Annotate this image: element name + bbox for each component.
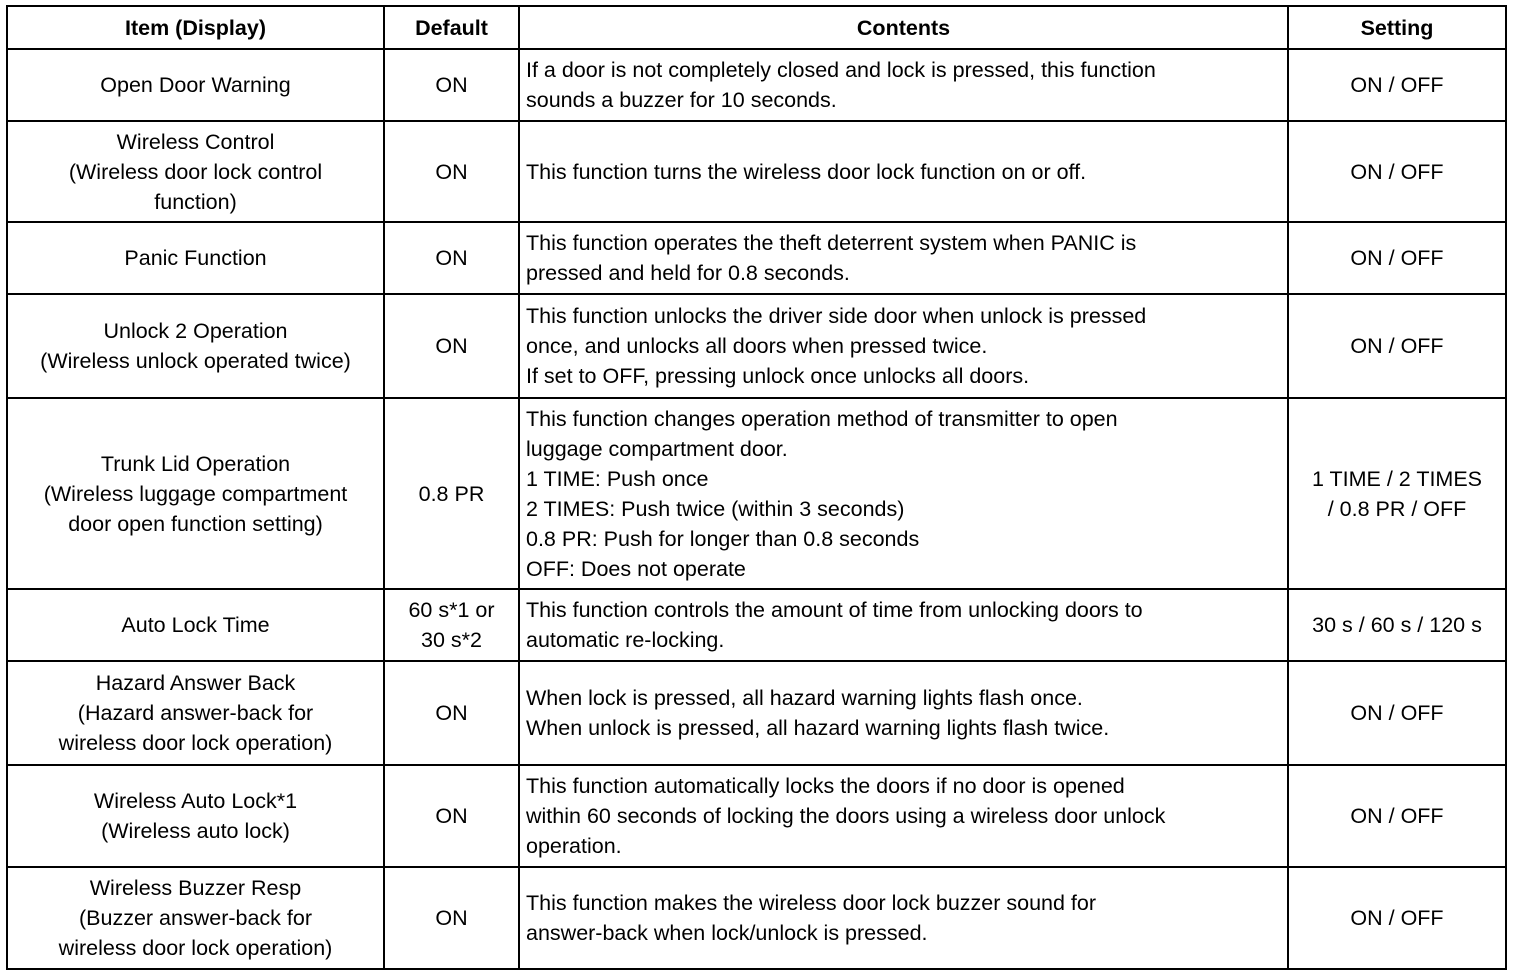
setting-cell bbox=[1288, 765, 1506, 867]
contents-cell-line: answer-back when lock/unlock is pressed. bbox=[526, 921, 928, 945]
contents-cell bbox=[519, 294, 1288, 398]
contents-cell-line: This function turns the wireless door lock function on or off. bbox=[526, 159, 1087, 184]
default-cell bbox=[384, 765, 519, 867]
contents-cell-line: This function operates the theft deterrent system when PANIC is bbox=[526, 231, 1137, 255]
item-cell-line: (Wireless luggage compartment bbox=[43, 481, 348, 506]
header-item: Item (Display) bbox=[7, 6, 384, 49]
setting-cell-line: ON / OFF bbox=[1350, 246, 1444, 270]
default-cell bbox=[384, 589, 519, 661]
contents-cell bbox=[519, 222, 1288, 294]
item-cell bbox=[7, 49, 384, 121]
item-cell-line: function) bbox=[154, 189, 237, 214]
item-cell-line: Wireless Buzzer Resp bbox=[89, 876, 302, 900]
item-cell bbox=[7, 398, 384, 589]
default-cell-line: ON bbox=[435, 334, 468, 358]
item-cell-line: (Hazard answer-back for bbox=[77, 701, 314, 725]
default-cell bbox=[384, 867, 519, 969]
contents-cell-line: 0.8 PR: Push for longer than 0.8 seconds bbox=[526, 526, 920, 551]
default-cell-line: ON bbox=[435, 804, 468, 828]
setting-cell bbox=[1288, 398, 1506, 589]
contents-cell-line: This function makes the wireless door lock buzzer sound for bbox=[526, 891, 1097, 915]
table-row bbox=[7, 121, 1506, 222]
setting-cell-line: ON / OFF bbox=[1350, 334, 1444, 358]
header-contents: Contents bbox=[519, 6, 1288, 49]
contents-cell-line: If set to OFF, pressing unlock once unlocks all doors. bbox=[526, 364, 1030, 388]
table-header-row bbox=[7, 6, 1506, 49]
contents-cell-line: This function unlocks the driver side door when unlock is pressed bbox=[526, 304, 1147, 328]
contents-cell bbox=[519, 398, 1288, 589]
default-cell bbox=[384, 398, 519, 589]
header-default: Default bbox=[384, 6, 519, 49]
contents-cell-line: When unlock is pressed, all hazard warning lights flash twice. bbox=[526, 716, 1110, 740]
table-row bbox=[7, 589, 1506, 661]
contents-cell bbox=[519, 49, 1288, 121]
item-cell bbox=[7, 589, 384, 661]
setting-cell bbox=[1288, 589, 1506, 661]
default-cell-line: 0.8 PR bbox=[418, 481, 485, 506]
contents-cell-line: 2 TIMES: Push twice (within 3 seconds) bbox=[526, 496, 905, 521]
table-row bbox=[7, 398, 1506, 589]
default-cell bbox=[384, 121, 519, 222]
default-cell-line: ON bbox=[435, 906, 468, 930]
table-row bbox=[7, 222, 1506, 294]
setting-cell-line: / 0.8 PR / OFF bbox=[1327, 496, 1467, 521]
contents-cell-line: 1 TIME: Push once bbox=[526, 466, 709, 491]
settings-table-container bbox=[6, 5, 1507, 970]
contents-cell-line: within 60 seconds of locking the doors using a wireless door unlock bbox=[526, 804, 1166, 828]
default-cell bbox=[384, 222, 519, 294]
item-cell bbox=[7, 661, 384, 765]
setting-cell-line: 1 TIME / 2 TIMES bbox=[1311, 466, 1483, 491]
item-cell-line: Wireless Auto Lock*1 bbox=[93, 789, 298, 813]
item-cell-line: (Wireless unlock operated twice) bbox=[40, 349, 351, 373]
setting-cell bbox=[1288, 294, 1506, 398]
table-row bbox=[7, 49, 1506, 121]
default-cell-line: ON bbox=[435, 246, 468, 270]
contents-cell-line: once, and unlocks all doors when pressed twice. bbox=[526, 334, 988, 358]
item-cell-line: Open Door Warning bbox=[100, 73, 291, 97]
default-cell-line: 60 s*1 or bbox=[408, 598, 495, 622]
customization-settings-table bbox=[6, 5, 1507, 970]
default-cell bbox=[384, 49, 519, 121]
contents-cell-line: OFF: Does not operate bbox=[526, 556, 746, 581]
item-cell-line: door open function setting) bbox=[68, 511, 323, 536]
contents-cell bbox=[519, 867, 1288, 969]
contents-cell-line: If a door is not completely closed and lock is pressed, this function bbox=[526, 58, 1156, 82]
item-cell-line: Wireless Control bbox=[116, 129, 275, 154]
item-cell-line: Unlock 2 Operation bbox=[103, 319, 288, 343]
default-cell-line: 30 s*2 bbox=[421, 628, 482, 652]
setting-cell-line: ON / OFF bbox=[1350, 701, 1444, 725]
item-cell-line: wireless door lock operation) bbox=[58, 731, 333, 755]
item-cell-line: (Buzzer answer-back for bbox=[79, 906, 312, 930]
table-body bbox=[7, 49, 1506, 969]
contents-cell bbox=[519, 589, 1288, 661]
setting-cell-line: ON / OFF bbox=[1350, 73, 1444, 97]
item-cell-line: wireless door lock operation) bbox=[58, 936, 333, 960]
contents-cell bbox=[519, 661, 1288, 765]
item-cell bbox=[7, 294, 384, 398]
setting-cell bbox=[1288, 49, 1506, 121]
item-cell-line: Auto Lock Time bbox=[121, 613, 270, 637]
setting-cell bbox=[1288, 222, 1506, 294]
setting-cell-line: 30 s / 60 s / 120 s bbox=[1312, 613, 1482, 637]
header-setting: Setting bbox=[1288, 6, 1506, 49]
item-cell-line: Hazard Answer Back bbox=[95, 671, 296, 695]
contents-cell-line: luggage compartment door. bbox=[526, 436, 788, 461]
setting-cell-line: ON / OFF bbox=[1350, 804, 1444, 828]
contents-cell-line: automatic re-locking. bbox=[526, 628, 725, 652]
item-cell-line: Panic Function bbox=[124, 246, 267, 270]
item-cell-line: (Wireless auto lock) bbox=[101, 819, 290, 843]
setting-cell bbox=[1288, 121, 1506, 222]
table-row bbox=[7, 661, 1506, 765]
default-cell-line: ON bbox=[435, 159, 468, 184]
contents-cell-line: operation. bbox=[526, 834, 622, 858]
contents-cell-line: This function changes operation method of transmitter to open bbox=[526, 406, 1118, 431]
item-cell bbox=[7, 121, 384, 222]
default-cell-line: ON bbox=[435, 701, 468, 725]
item-cell bbox=[7, 867, 384, 969]
contents-cell bbox=[519, 765, 1288, 867]
default-cell-line: ON bbox=[435, 73, 468, 97]
setting-cell-line: ON / OFF bbox=[1350, 906, 1444, 930]
contents-cell-line: When lock is pressed, all hazard warning lights flash once. bbox=[526, 686, 1083, 710]
default-cell bbox=[384, 661, 519, 765]
setting-cell-line: ON / OFF bbox=[1350, 159, 1444, 184]
item-cell bbox=[7, 222, 384, 294]
default-cell bbox=[384, 294, 519, 398]
contents-cell-line: pressed and held for 0.8 seconds. bbox=[526, 261, 850, 285]
contents-cell-line: sounds a buzzer for 10 seconds. bbox=[526, 88, 837, 112]
table-row bbox=[7, 294, 1506, 398]
contents-cell-line: This function controls the amount of time from unlocking doors to bbox=[526, 598, 1143, 622]
contents-cell bbox=[519, 121, 1288, 222]
table-row bbox=[7, 765, 1506, 867]
item-cell-line: Trunk Lid Operation bbox=[100, 451, 291, 476]
contents-cell-line: This function automatically locks the doors if no door is opened bbox=[526, 774, 1125, 798]
setting-cell bbox=[1288, 661, 1506, 765]
item-cell bbox=[7, 765, 384, 867]
item-cell-line: (Wireless door lock control bbox=[68, 159, 323, 184]
table-row bbox=[7, 867, 1506, 969]
setting-cell bbox=[1288, 867, 1506, 969]
